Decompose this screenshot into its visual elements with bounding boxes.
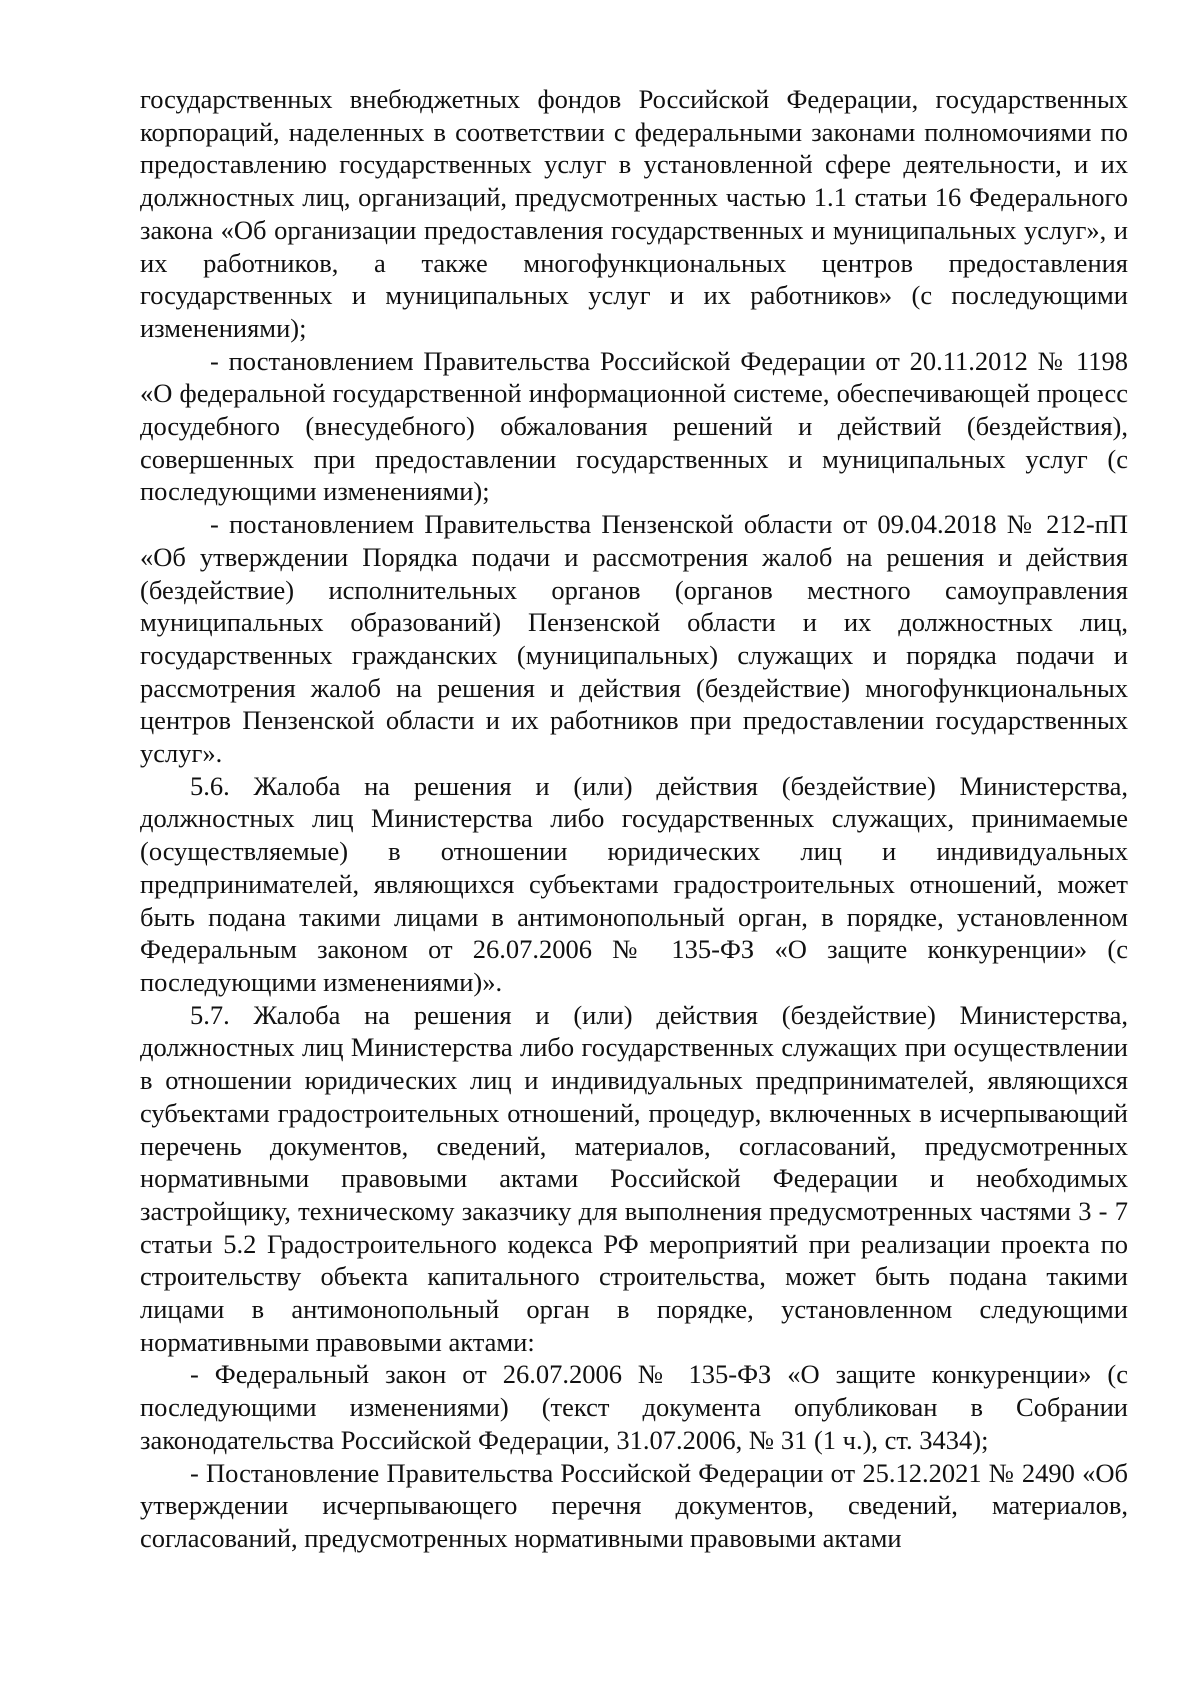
paragraph-decree-212: - постановлением Правительства Пензенской области от 09.04.2018 № 212-пП «Об утверждении Порядка подачи и рассмотрения жалоб на решения и действия (бездействие) исполнительных органов (органов местного самоуправления муниципальных образований) Пензенской области и их должностных лиц, государственных гражданских (муниципальных) служащих и порядка подачи и рассмотрения жалоб на решения и действия (бездействие) многофункциональных центров Пензенской области и их работников при предоставлении государственных услуг». <box>140 509 1128 769</box>
paragraph-decree-2490: - Постановление Правительства Российской Федерации от 25.12.2021 № 2490 «Об утверждении исчерпывающего перечня документов, сведений, материалов, согласований, предусмотренных нормативными правовыми актами <box>140 1457 1128 1553</box>
paragraph-law-135: - Федеральный закон от 26.07.2006 № 135-ФЗ «О защите конкуренции» (с последующими изменениями) (текст документа опубликован в Собрании законодательства Российской Федерации, 31.07.2006, № 31 (1 ч.), ст. 3434); <box>140 1359 1128 1455</box>
paragraph-item-5-6: 5.6. Жалоба на решения и (или) действия (бездействие) Министерства, должностных лиц Министерства либо государственных служащих, принимаемые (осуществляемые) в отношении юридических лиц и индивидуальных предпринимателей, являющихся субъектами градостроительных отношений, может быть подана такими лицами в антимонопольный орган, в порядке, установленном Федеральным законом от 26.07.2006 № 135-ФЗ «О защите конкуренции» (с последующими изменениями)». <box>140 770 1128 997</box>
paragraph-item-5-7: 5.7. Жалоба на решения и (или) действия (бездействие) Министерства, должностных лиц Министерства либо государственных служащих при осуществлении в отношении юридических лиц и индивидуальных предпринимателей, являющихся субъектами градостроительных отношений, процедур, включенных в исчерпывающий перечень документов, сведений, материалов, согласований, предусмотренных нормативными правовыми актами Российской Федерации и необходимых застройщику, техническому заказчику для выполнения предусмотренных частями 3 - 7 статьи 5.2 Градостроительного кодекса РФ мероприятий при реализации проекта по строительству объекта капитального строительства, может быть подана такими лицами в антимонопольный орган в порядке, установленном следующими нормативными правовыми актами: <box>140 999 1128 1357</box>
paragraph-continuation: государственных внебюджетных фондов Российской Федерации, государственных корпораций, наделенных в соответствии с федеральными законами полномочиями по предоставлению государственных услуг в установленной сфере деятельности, и их должностных лиц, организаций, предусмотренных частью 1.1 статьи 16 Федерального закона «Об организации предоставления государственных и муниципальных услуг», и их работников, а также многофункциональных центров предоставления государственных и муниципальных услуг и их работников» (с последующими изменениями); <box>140 84 1128 343</box>
paragraph-decree-1198: - постановлением Правительства Российской Федерации от 20.11.2012 № 1198 «О федеральной государственной информационной системе, обеспечивающей процесс досудебного (внесудебного) обжалования решений и действий (бездействия), совершенных при предоставлении государственных и муниципальных услуг (с последующими изменениями); <box>140 345 1128 507</box>
document-page <box>140 83 1128 1555</box>
